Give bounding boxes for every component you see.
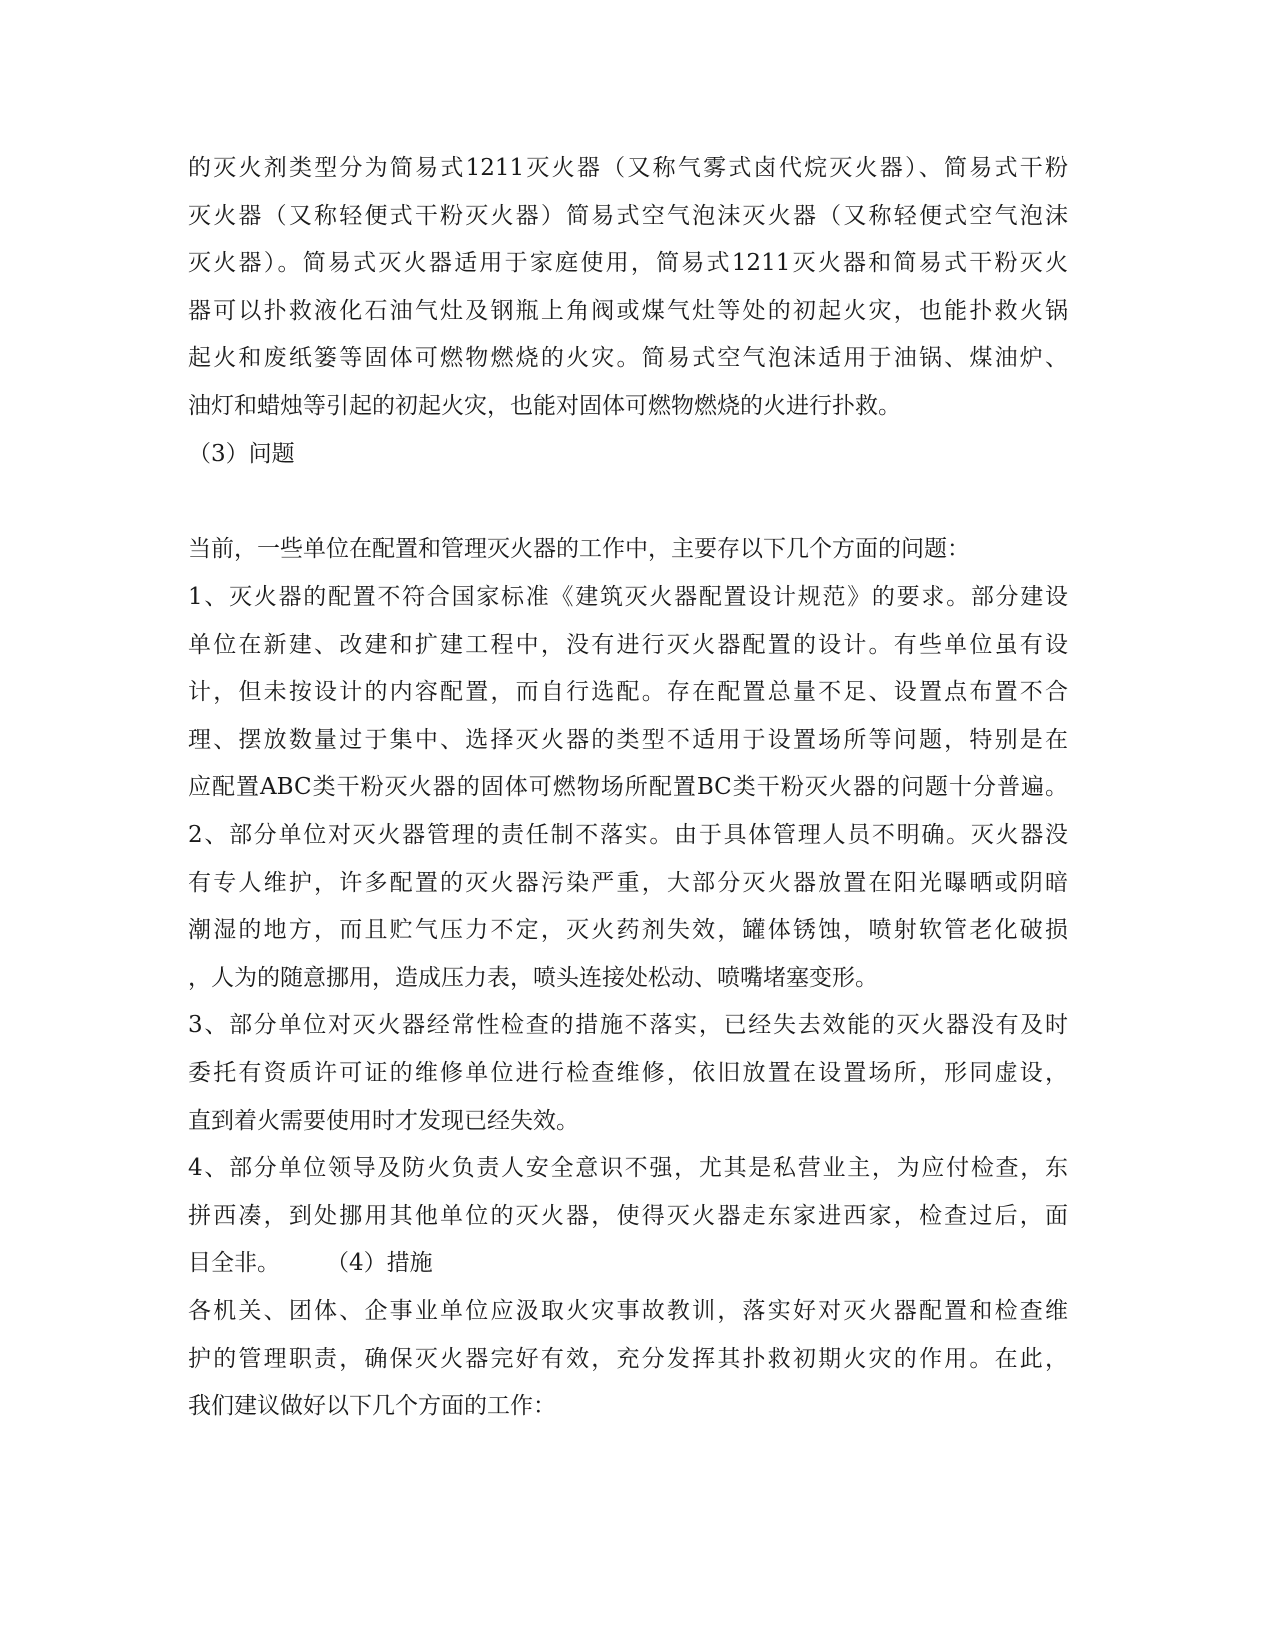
paragraph-line: 起火和废纸篓等固体可燃物燃烧的火灾。简易式空气泡沫适用于油锅、煤油炉、 <box>188 345 1068 371</box>
paragraph-line: 委托有资质许可证的维修单位进行检查维修，依旧放置在设置场所，形同虚设， <box>188 1060 1068 1086</box>
paragraph-line: 应配置ABC类干粉灭火器的固体可燃物场所配置BC类干粉灭火器的问题十分普遍。 <box>188 774 1068 800</box>
paragraph-line: 计，但未按设计的内容配置，而自行选配。存在配置总量不足、设置点布置不合 <box>188 679 1068 705</box>
paragraph-line: 理、摆放数量过于集中、选择灭火器的类型不适用于设置场所等问题，特别是在 <box>188 727 1068 753</box>
list-item-line: 2、部分单位对灭火器管理的责任制不落实。由于具体管理人员不明确。灭火器没 <box>188 822 1068 848</box>
paragraph-line: 潮湿的地方，而且贮气压力不定，灭火药剂失效，罐体锈蚀，喷射软管老化破损 <box>188 917 1068 943</box>
list-item-line: 1、灭火器的配置不符合国家标准《建筑灭火器配置设计规范》的要求。部分建设 <box>188 584 1068 610</box>
paragraph-line: 单位在新建、改建和扩建工程中，没有进行灭火器配置的设计。有些单位虽有设 <box>188 632 1068 658</box>
paragraph-line: 灭火器（又称轻便式干粉灭火器）简易式空气泡沫灭火器（又称轻便式空气泡沫 <box>188 203 1068 229</box>
paragraph-line: 我们建议做好以下几个方面的工作： <box>188 1393 556 1419</box>
paragraph-line: 护的管理职责，确保灭火器完好有效，充分发挥其扑救初期火灾的作用。在此， <box>188 1346 1068 1372</box>
paragraph-line: 器可以扑救液化石油气灶及钢瓶上角阀或煤气灶等处的初起火灾，也能扑救火锅 <box>188 298 1068 324</box>
paragraph-line: 各机关、团体、企事业单位应汲取火灾事故教训，落实好对灭火器配置和检查维 <box>188 1298 1068 1324</box>
paragraph-line: 直到着火需要使用时才发现已经失效。 <box>188 1108 579 1134</box>
list-item-line: 4、部分单位领导及防火负责人安全意识不强，尤其是私营业主，为应付检查，东 <box>188 1155 1068 1181</box>
paragraph-line: ，人为的随意挪用，造成压力表，喷头连接处松动、喷嘴堵塞变形。 <box>188 965 878 991</box>
paragraph-line: 当前，一些单位在配置和管理灭火器的工作中，主要存以下几个方面的问题： <box>188 536 970 562</box>
list-item-line: 3、部分单位对灭火器经常性检查的措施不落实，已经失去效能的灭火器没有及时 <box>188 1012 1068 1038</box>
paragraph-line: 有专人维护，许多配置的灭火器污染严重，大部分灭火器放置在阳光曝晒或阴暗 <box>188 870 1068 896</box>
paragraph-line: 的灭火剂类型分为简易式1211灭火器（又称气雾式卤代烷灭火器）、简易式干粉 <box>188 155 1068 181</box>
paragraph-line: 拼西凑，到处挪用其他单位的灭火器，使得灭火器走东家进西家，检查过后，面 <box>188 1203 1068 1229</box>
paragraph-line: 油灯和蜡烛等引起的初起火灾，也能对固体可燃物燃烧的火进行扑救。 <box>188 393 901 419</box>
section-heading-problems: （3）问题 <box>188 441 295 467</box>
section-heading-measures: 目全非。 （4）措施 <box>188 1250 433 1276</box>
paragraph-line: 灭火器）。简易式灭火器适用于家庭使用，简易式1211灭火器和简易式干粉灭火 <box>188 250 1068 276</box>
